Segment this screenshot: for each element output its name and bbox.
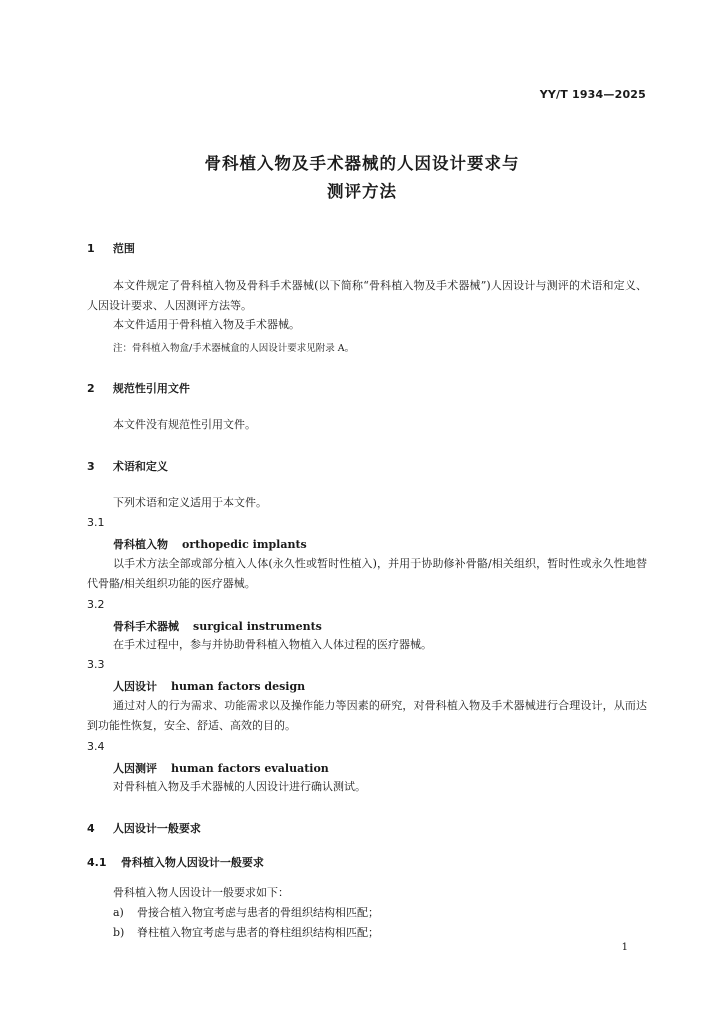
list-item-text: 骨接合植入物宜考虑与患者的骨组织结构相匹配； bbox=[137, 906, 379, 919]
term-number: 3.3 bbox=[87, 658, 105, 671]
subsection-4-1-heading bbox=[87, 854, 264, 870]
list-item-label: b) bbox=[113, 926, 125, 939]
list-item bbox=[113, 904, 379, 920]
list-item bbox=[113, 924, 379, 940]
list-item-label: a) bbox=[113, 906, 124, 919]
document-title-line-1: 骨科植入物及手术器械的人因设计要求与 bbox=[204, 154, 520, 173]
section-number: 3 bbox=[87, 460, 95, 473]
term-zh: 骨科植入物 bbox=[113, 538, 168, 551]
term-zh: 人因测评 bbox=[113, 762, 157, 775]
subsection-number: 4.1 bbox=[87, 856, 107, 869]
section-1-heading bbox=[87, 240, 135, 256]
term-en: human factors design bbox=[171, 680, 306, 693]
term-heading bbox=[113, 618, 322, 634]
section-1-note: 注：骨科植入物盒/手术器械盒的人因设计要求见附录 A。 bbox=[113, 343, 355, 354]
term-definition: 对骨科植入物及手术器械的人因设计进行确认测试。 bbox=[113, 780, 366, 793]
page-number: 1 bbox=[621, 942, 628, 953]
section-number: 4 bbox=[87, 822, 95, 835]
term-number: 3.4 bbox=[87, 740, 105, 753]
term-heading bbox=[113, 678, 305, 694]
subsection-title: 骨科植入物人因设计一般要求 bbox=[120, 856, 264, 869]
section-title: 规范性引用文件 bbox=[112, 382, 190, 395]
term-heading bbox=[113, 760, 329, 776]
term-definition: 通过对人的行为需求、功能需求以及操作能力等因素的研究，对骨科植入物及手术器械进行合理设计，从而达到功能性恢复，安全、舒适、高效的目的。 bbox=[87, 699, 647, 732]
section-1-paragraph-1: 本文件规定了骨科植入物及骨科手术器械(以下简称“骨科植入物及手术器械”)人因设计与测评的术语和定义、人因设计要求、人因测评方法等。 bbox=[87, 279, 647, 312]
section-number: 1 bbox=[87, 242, 95, 255]
term-zh: 骨科手术器械 bbox=[113, 620, 179, 633]
section-3-intro: 下列术语和定义适用于本文件。 bbox=[113, 496, 267, 509]
term-en: human factors evaluation bbox=[171, 762, 329, 775]
term-heading bbox=[113, 536, 307, 552]
section-3-heading bbox=[87, 458, 168, 474]
term-en: surgical instruments bbox=[193, 620, 322, 633]
section-2-heading bbox=[87, 380, 190, 396]
term-number: 3.1 bbox=[87, 516, 105, 529]
term-definition: 以手术方法全部或部分植入人体(永久性或暂时性植入)，并用于协助修补骨骼/相关组织，暂时性或永久性地替代骨骼/相关组织功能的医疗器械。 bbox=[87, 557, 647, 590]
list-item-text: 脊柱植入物宜考虑与患者的脊柱组织结构相匹配； bbox=[137, 926, 379, 939]
term-zh: 人因设计 bbox=[113, 680, 157, 693]
term-number: 3.2 bbox=[87, 598, 105, 611]
term-en: orthopedic implants bbox=[182, 538, 307, 551]
subsection-intro: 骨科植入物人因设计一般要求如下： bbox=[113, 886, 289, 899]
section-4-heading bbox=[87, 820, 201, 836]
section-1-paragraph-2: 本文件适用于骨科植入物及手术器械。 bbox=[113, 318, 300, 331]
standard-number: YY/T 1934—2025 bbox=[539, 88, 646, 101]
section-2-paragraph: 本文件没有规范性引用文件。 bbox=[113, 418, 256, 431]
section-title: 范围 bbox=[112, 242, 135, 255]
document-title-line-2: 测评方法 bbox=[327, 182, 397, 201]
section-title: 术语和定义 bbox=[112, 460, 168, 473]
section-title: 人因设计一般要求 bbox=[112, 822, 201, 835]
section-number: 2 bbox=[87, 382, 95, 395]
term-definition: 在手术过程中，参与并协助骨科植入物植入人体过程的医疗器械。 bbox=[113, 638, 432, 651]
